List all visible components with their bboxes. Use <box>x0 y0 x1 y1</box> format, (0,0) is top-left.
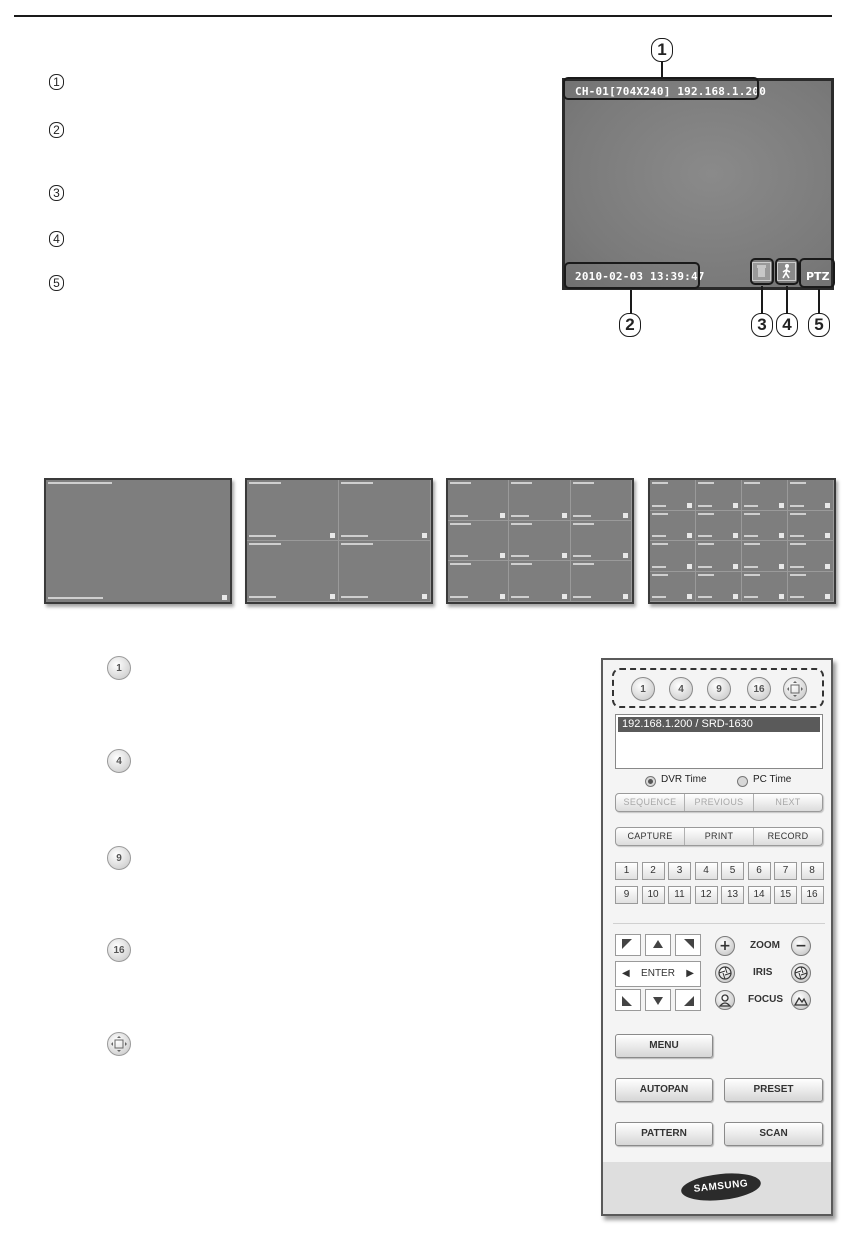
channel-button-1[interactable]: 1 <box>615 862 638 880</box>
channel-button-10[interactable]: 10 <box>642 886 665 904</box>
osd-ptz: PTZ <box>806 270 830 283</box>
osd-channel-info: CH-01[704X240] 192.168.1.200 <box>575 85 767 98</box>
channel-button-7[interactable]: 7 <box>774 862 797 880</box>
split-cell <box>650 572 696 603</box>
iris-icon <box>717 965 733 981</box>
mountain-icon <box>793 992 809 1008</box>
channel-button-12[interactable]: 12 <box>695 886 718 904</box>
split-cell <box>650 480 696 511</box>
split-4-button[interactable]: 4 <box>107 749 131 773</box>
capture-button-group <box>615 827 823 846</box>
channel-button-6[interactable]: 6 <box>748 862 771 880</box>
split-cell <box>696 572 742 603</box>
split-cell <box>448 521 509 562</box>
next-button[interactable]: NEXT <box>775 797 801 807</box>
split-cell <box>339 480 431 541</box>
split-cell <box>571 521 632 562</box>
scan-button[interactable]: SCAN <box>724 1122 823 1146</box>
print-button[interactable]: PRINT <box>685 828 754 845</box>
channel-button-4[interactable]: 4 <box>695 862 718 880</box>
split-cell <box>247 541 339 602</box>
legend-number-2: 2 <box>49 122 64 138</box>
split-cell <box>742 511 788 542</box>
channel-button-11[interactable]: 11 <box>668 886 691 904</box>
iris-open-button[interactable] <box>715 963 735 983</box>
datetime-frame <box>564 262 700 289</box>
callout-2: 2 <box>619 313 641 337</box>
split-cell <box>696 541 742 572</box>
panel-split-16-button[interactable]: 16 <box>747 677 771 701</box>
legend-number-3: 3 <box>49 185 64 201</box>
split-cell <box>788 541 834 572</box>
sequence-button[interactable]: SEQUENCE <box>616 794 685 811</box>
legend-number-1: 1 <box>49 74 64 90</box>
zoom-label: ZOOM <box>750 940 780 951</box>
iris-label: IRIS <box>753 967 773 978</box>
down-arrow-button[interactable] <box>645 989 671 1011</box>
split-16-button[interactable]: 16 <box>107 938 131 962</box>
up-arrow-button[interactable] <box>645 934 671 956</box>
connection-item[interactable]: 192.168.1.200 / SRD-1630 <box>618 717 820 732</box>
split-cell <box>650 511 696 542</box>
split-cell <box>742 572 788 603</box>
header-rule <box>14 15 832 17</box>
split-16-thumbnail <box>648 478 836 604</box>
channel-button-8[interactable]: 8 <box>801 862 824 880</box>
dvr-time-radio[interactable] <box>645 776 656 787</box>
callout-1: 1 <box>651 38 673 62</box>
previous-button[interactable]: PREVIOUS <box>685 794 754 811</box>
split-1-button[interactable]: 1 <box>107 656 131 680</box>
split-cell <box>788 572 834 603</box>
split-cell <box>448 561 509 602</box>
split-cell <box>696 480 742 511</box>
full-screen-button[interactable] <box>107 1032 131 1056</box>
channel-button-13[interactable]: 13 <box>721 886 744 904</box>
pattern-button[interactable]: PATTERN <box>615 1122 713 1146</box>
focus-label: FOCUS <box>748 994 783 1005</box>
focus-far-button[interactable] <box>791 990 811 1010</box>
split-cell <box>650 541 696 572</box>
split-cell <box>509 480 570 521</box>
split-cell <box>742 541 788 572</box>
osd-datetime: 2010-02-03 13:39:47 <box>575 270 705 283</box>
legend-number-4: 4 <box>49 231 64 247</box>
up-right-arrow-button[interactable] <box>675 934 701 956</box>
menu-button[interactable]: MENU <box>615 1034 713 1058</box>
channel-button-16[interactable]: 16 <box>801 886 824 904</box>
right-arrow-icon[interactable]: ▶ <box>686 968 694 979</box>
full-screen-icon <box>787 681 803 697</box>
split-9-button[interactable]: 9 <box>107 846 131 870</box>
person-icon <box>717 992 733 1008</box>
alarm-frame <box>750 258 774 285</box>
split-cell <box>571 561 632 602</box>
split-cell <box>247 480 339 541</box>
up-left-arrow-button[interactable] <box>615 934 641 956</box>
channel-button-3[interactable]: 3 <box>668 862 691 880</box>
full-screen-icon <box>111 1036 127 1052</box>
control-panel <box>601 658 833 1216</box>
panel-split-4-button[interactable]: 4 <box>669 677 693 701</box>
split-cell <box>448 480 509 521</box>
channel-button-5[interactable]: 5 <box>721 862 744 880</box>
sequence-button-group <box>615 793 823 812</box>
split-cell <box>742 480 788 511</box>
channel-button-9[interactable]: 9 <box>615 886 638 904</box>
split-cell <box>788 480 834 511</box>
ptz-frame <box>799 258 835 288</box>
samsung-logo: SAMSUNG <box>680 1170 762 1204</box>
down-left-arrow-button[interactable] <box>615 989 641 1011</box>
focus-near-button[interactable] <box>715 990 735 1010</box>
channel-info-frame <box>563 77 759 100</box>
left-arrow-icon[interactable]: ◀ <box>622 968 630 979</box>
enter-label: ENTER <box>641 968 675 979</box>
split-1-thumbnail <box>44 478 232 604</box>
callout-5: 5 <box>808 313 830 337</box>
split-cell <box>339 541 431 602</box>
down-right-arrow-button[interactable] <box>675 989 701 1011</box>
channel-button-14[interactable]: 14 <box>748 886 771 904</box>
panel-split-9-button[interactable]: 9 <box>707 677 731 701</box>
motion-frame <box>775 258 799 285</box>
zoom-out-button[interactable]: − <box>791 936 811 956</box>
zoom-in-button[interactable]: + <box>715 936 735 956</box>
autopan-button[interactable]: AUTOPAN <box>615 1078 713 1102</box>
dvr-time-label: DVR Time <box>661 774 707 785</box>
callout-3: 3 <box>751 313 773 337</box>
split-cell <box>696 511 742 542</box>
panel-full-screen-button[interactable] <box>783 677 807 701</box>
panel-split-1-button[interactable]: 1 <box>631 677 655 701</box>
channel-button-15[interactable]: 15 <box>774 886 797 904</box>
channel-button-2[interactable]: 2 <box>642 862 665 880</box>
pc-time-label: PC Time <box>753 774 792 785</box>
pc-time-radio[interactable] <box>737 776 748 787</box>
callout-4: 4 <box>776 313 798 337</box>
preset-button[interactable]: PRESET <box>724 1078 823 1102</box>
capture-button[interactable]: CAPTURE <box>616 828 685 845</box>
split-cell <box>509 561 570 602</box>
panel-footer <box>603 1162 831 1214</box>
record-button[interactable]: RECORD <box>767 831 809 841</box>
iris-icon <box>793 965 809 981</box>
iris-close-button[interactable] <box>791 963 811 983</box>
split-cell <box>571 480 632 521</box>
connection-list[interactable] <box>615 714 823 769</box>
split-4-thumbnail <box>245 478 433 604</box>
split-9-thumbnail <box>446 478 634 604</box>
enter-button[interactable] <box>615 961 701 987</box>
legend-number-5: 5 <box>49 275 64 291</box>
split-cell <box>509 521 570 562</box>
split-cell <box>788 511 834 542</box>
panel-divider <box>613 923 825 924</box>
